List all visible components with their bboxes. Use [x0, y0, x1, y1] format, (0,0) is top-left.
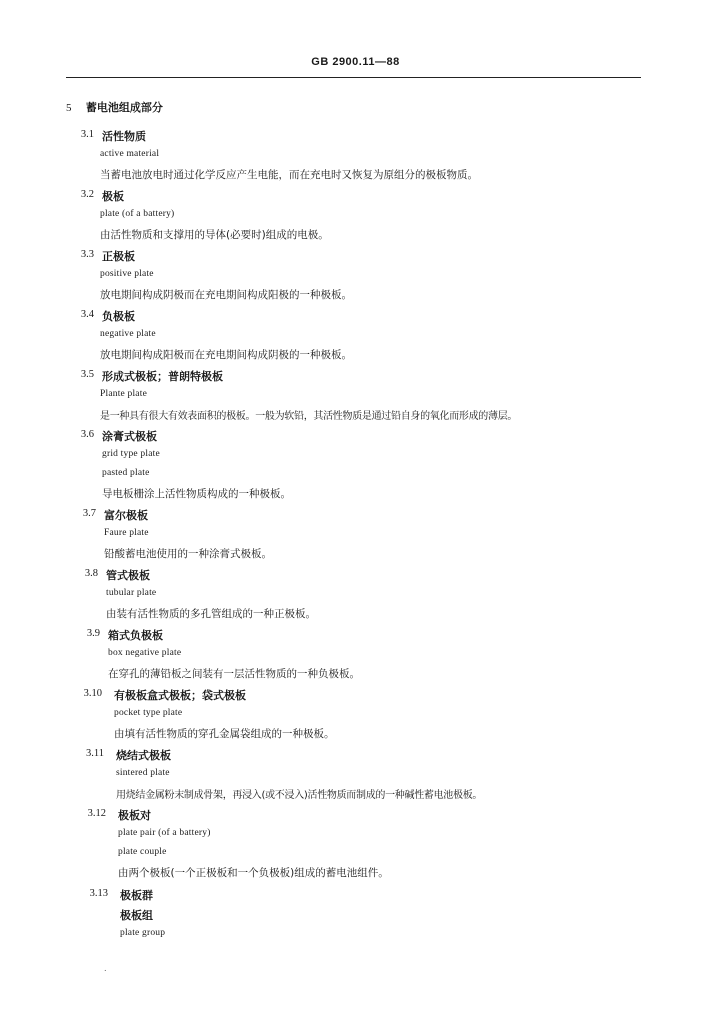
term-name: 形成式极板；普朗特极板	[102, 370, 223, 383]
term-definition: 在穿孔的薄铅板之间装有一层活性物质的一种负极板。	[108, 668, 360, 680]
term-english: plate couple	[118, 847, 167, 857]
term-name: 有极板盒式极板；袋式极板	[114, 689, 246, 702]
term-name: 烧结式极板	[116, 749, 171, 762]
term-name-alternate: 极板组	[120, 909, 153, 922]
term-number: 3.11	[86, 748, 104, 759]
term-name: 正极板	[102, 250, 135, 263]
term-definition: 由装有活性物质的多孔管组成的一种正极板。	[106, 608, 316, 620]
term-name: 极板对	[118, 809, 151, 822]
term-definition: 导电板栅涂上活性物质构成的一种极板。	[102, 488, 291, 500]
term-definition: 由两个极板(一个正极板和一个负极板)组成的蓄电池组件。	[118, 867, 389, 879]
term-number: 3.5	[80, 369, 94, 380]
term-definition: 当蓄电池放电时通过化学反应产生电能，而在充电时又恢复为原组分的极板物质。	[100, 169, 478, 181]
term-definition: 由活性物质和支撑用的导体(必要时)组成的电极。	[100, 229, 329, 241]
term-number: 3.12	[87, 808, 106, 819]
term-name: 管式极板	[106, 569, 150, 582]
term-definition: 用烧结金属粉末制成骨架，再浸入(或不浸入)活性物质而制成的一种碱性蓄电池极板。	[116, 790, 483, 801]
term-english: plate group	[120, 928, 166, 938]
page-header: GB 2900.11—88	[311, 56, 400, 68]
term-name: 涂膏式极板	[102, 430, 157, 443]
term-english: plate pair (of a battery)	[118, 828, 211, 838]
term-english: Plante plate	[100, 389, 147, 399]
term-name: 活性物质	[102, 130, 146, 143]
term-name: 极板	[102, 190, 124, 203]
term-number: 3.6	[80, 429, 94, 440]
term-english: grid type plate	[102, 449, 160, 459]
section-title: 蓄电池组成部分	[85, 101, 163, 114]
term-english: active material	[100, 149, 160, 159]
term-number: 3.13	[89, 888, 108, 899]
section-number: 5	[66, 102, 72, 114]
term-english: positive plate	[100, 269, 154, 279]
term-number: 3.10	[83, 688, 102, 699]
term-definition: 由填有活性物质的穿孔金属袋组成的一种极板。	[114, 728, 335, 740]
term-number: 3.7	[82, 508, 96, 519]
term-number: 3.8	[84, 568, 98, 579]
term-definition: 放电期间构成阳极而在充电期间构成阴极的一种极板。	[100, 349, 352, 361]
section-heading	[66, 99, 163, 115]
term-definition: 放电期间构成阴极而在充电期间构成阳极的一种极板。	[100, 289, 352, 301]
term-definition: 铅酸蓄电池使用的一种涂膏式极板。	[104, 548, 272, 560]
term-english: box negative plate	[108, 648, 182, 658]
term-english: Faure plate	[104, 528, 149, 538]
page-mark: .	[104, 964, 107, 973]
term-name: 负极板	[102, 310, 135, 323]
header-rule	[66, 77, 641, 78]
term-definition: 是一种具有很大有效表面积的极板。一般为软铅，其活性物质是通过铅自身的氧化而形成的薄层。	[100, 411, 518, 422]
term-number: 3.4	[80, 309, 94, 320]
term-number: 3.1	[80, 129, 94, 140]
term-english: plate (of a battery)	[100, 209, 175, 219]
term-english: pasted plate	[102, 468, 150, 478]
term-number: 3.9	[86, 628, 100, 639]
term-name: 极板群	[120, 889, 153, 902]
term-name: 箱式负极板	[108, 629, 163, 642]
term-number: 3.3	[80, 249, 94, 260]
term-english: sintered plate	[116, 768, 170, 778]
term-english: tubular plate	[106, 588, 157, 598]
term-name: 富尔极板	[104, 509, 148, 522]
term-english: pocket type plate	[114, 708, 183, 718]
term-english: negative plate	[100, 329, 156, 339]
term-number: 3.2	[80, 189, 94, 200]
